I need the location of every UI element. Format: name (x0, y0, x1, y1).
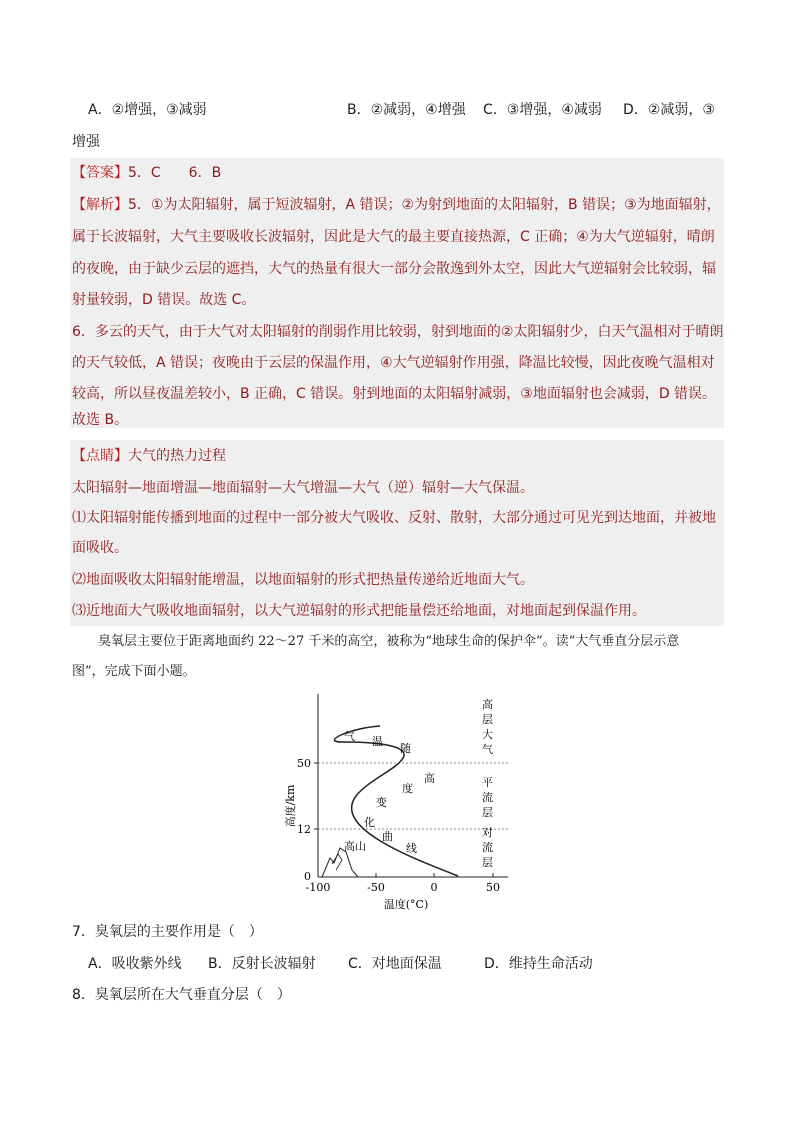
analysis-line-5: 6．多云的天气，由于大气对太阳辐射的削弱作用比较弱，射到地面的②太阳辐射少，白天气温相对于晴朗 (72, 324, 724, 340)
x-tick-0: 0 (430, 881, 438, 894)
layer-strat-1: 平 (482, 776, 493, 789)
analysis-line-2: 属于长波辐射，大气主要吸收长波辐射，因此是大气的最主要直接热源，C 正确；④为大气逆辐射，晴朗 (72, 229, 715, 245)
analysis-line-4: 射量较弱，D 错误。故选 C。 (72, 292, 256, 308)
tip-tag: 【点睛】 (72, 448, 128, 464)
tip-line-3: 面吸收。 (72, 540, 128, 556)
layer-tropo-1: 对 (482, 826, 493, 839)
q7-option-a: A．吸收紫外线 (88, 956, 182, 972)
answer-tag: 【答案】 (72, 165, 128, 181)
tip-title-line (72, 446, 724, 466)
q6-option-d: D．②减弱，③ (623, 102, 715, 118)
atmosphere-layer-diagram (272, 688, 522, 916)
mountain-label: 高山 (344, 840, 366, 853)
answer-line (72, 163, 724, 183)
layer-strat-2: 流 (482, 791, 493, 804)
analysis-line-8: 故选 B。 (72, 412, 129, 428)
y-axis-label: 高度/km (284, 784, 297, 828)
temperature-curve (334, 726, 458, 876)
x-tick-50: 50 (486, 881, 500, 894)
q7-stem: 7．臭氧层的主要作用是（ ） (72, 924, 263, 940)
curve-label-char-1: 气 (344, 730, 355, 743)
tip-line-2: ⑴太阳辐射能传播到地面的过程中一部分被大气吸收、反射、散射，大部分通过可见光到达地面，并被地 (72, 510, 716, 526)
analysis-line-7: 较高，所以昼夜温差较小，B 正确，C 错误。射到地面的太阳辐射减弱，③地面辐射也会减弱，D 错误。 (72, 386, 717, 402)
layer-upper-4: 气 (482, 743, 493, 756)
curve-label-char-3: 随 (400, 742, 411, 755)
x-tick-minus100: -100 (305, 881, 331, 894)
analysis-line-6: 的天气较低，A 错误；夜晚由于云层的保温作用，④大气逆辐射作用强，降温比较慢，因此夜晚气温相对 (72, 355, 715, 371)
x-tick-minus50: -50 (367, 881, 385, 894)
q6-option-c: C．③增强，④减弱 (483, 102, 602, 118)
tip-block (70, 440, 724, 626)
answer-text: 5．C 6．B (128, 165, 222, 181)
y-tick-50: 50 (297, 757, 311, 770)
curve-label-char-6: 变 (376, 796, 387, 809)
curve-label-char-2: 温 (372, 735, 383, 748)
curve-label-char-4: 高 (424, 772, 435, 785)
tip-line-4: ⑵地面吸收太阳辐射能增温，以地面辐射的形式把热量传递给近地面大气。 (72, 572, 534, 588)
curve-label-char-7: 化 (364, 816, 375, 829)
stem-line-1: 臭氧层主要位于距离地面约 22～27 千米的高空，被称为“地球生命的保护伞”。读“大气垂直分层示意 (98, 634, 680, 649)
layer-upper-2: 层 (482, 713, 493, 726)
analysis-tag: 【解析】 (72, 197, 128, 213)
tip-line-5: ⑶近地面大气吸收地面辐射，以大气逆辐射的形式把能量偿还给地面，对地面起到保温作用。 (72, 603, 646, 619)
y-tick-12: 12 (297, 823, 311, 836)
curve-label-char-5: 度 (402, 782, 413, 795)
layer-upper-1: 高 (482, 698, 493, 711)
y-tick-0: 0 (304, 870, 311, 883)
layer-tropo-2: 流 (482, 841, 493, 854)
q6-option-a: A．②增强，③减弱 (88, 102, 207, 118)
q7-option-d: D．维持生命活动 (484, 956, 593, 972)
layer-upper-3: 大 (482, 728, 493, 741)
layer-strat-3: 层 (482, 806, 493, 819)
q8-stem: 8．臭氧层所在大气垂直分层（ ） (72, 987, 291, 1003)
q6-option-b: B．②减弱，④增强 (347, 102, 466, 118)
q7-option-c: C．对地面保温 (348, 956, 442, 972)
analysis-text-1: 5．①为太阳辐射，属于短波辐射，A 错误；②为射到地面的太阳辐射，B 错误；③为地面辐射， (128, 197, 721, 213)
x-axis-label: 温度(°C) (383, 898, 429, 911)
tip-title: 大气的热力过程 (128, 448, 226, 464)
curve-label-char-8: 曲 (382, 830, 393, 843)
analysis-line-1 (72, 195, 724, 215)
tip-line-1: 太阳辐射—地面增温—地面辐射—大气增温—大气（逆）辐射—大气保温。 (72, 480, 534, 496)
q6-option-d-continued: 增强 (72, 134, 100, 150)
stem-line-2: 图”，完成下面小题。 (72, 664, 196, 679)
analysis-line-3: 的夜晚，由于缺少云层的遮挡，大气的热量有很大一部分会散逸到外太空，因此大气逆辐射会比较弱，辐 (72, 261, 716, 277)
curve-label-char-9: 线 (406, 842, 417, 855)
q7-option-b: B．反射长波辐射 (208, 956, 316, 972)
layer-tropo-3: 层 (482, 856, 493, 869)
